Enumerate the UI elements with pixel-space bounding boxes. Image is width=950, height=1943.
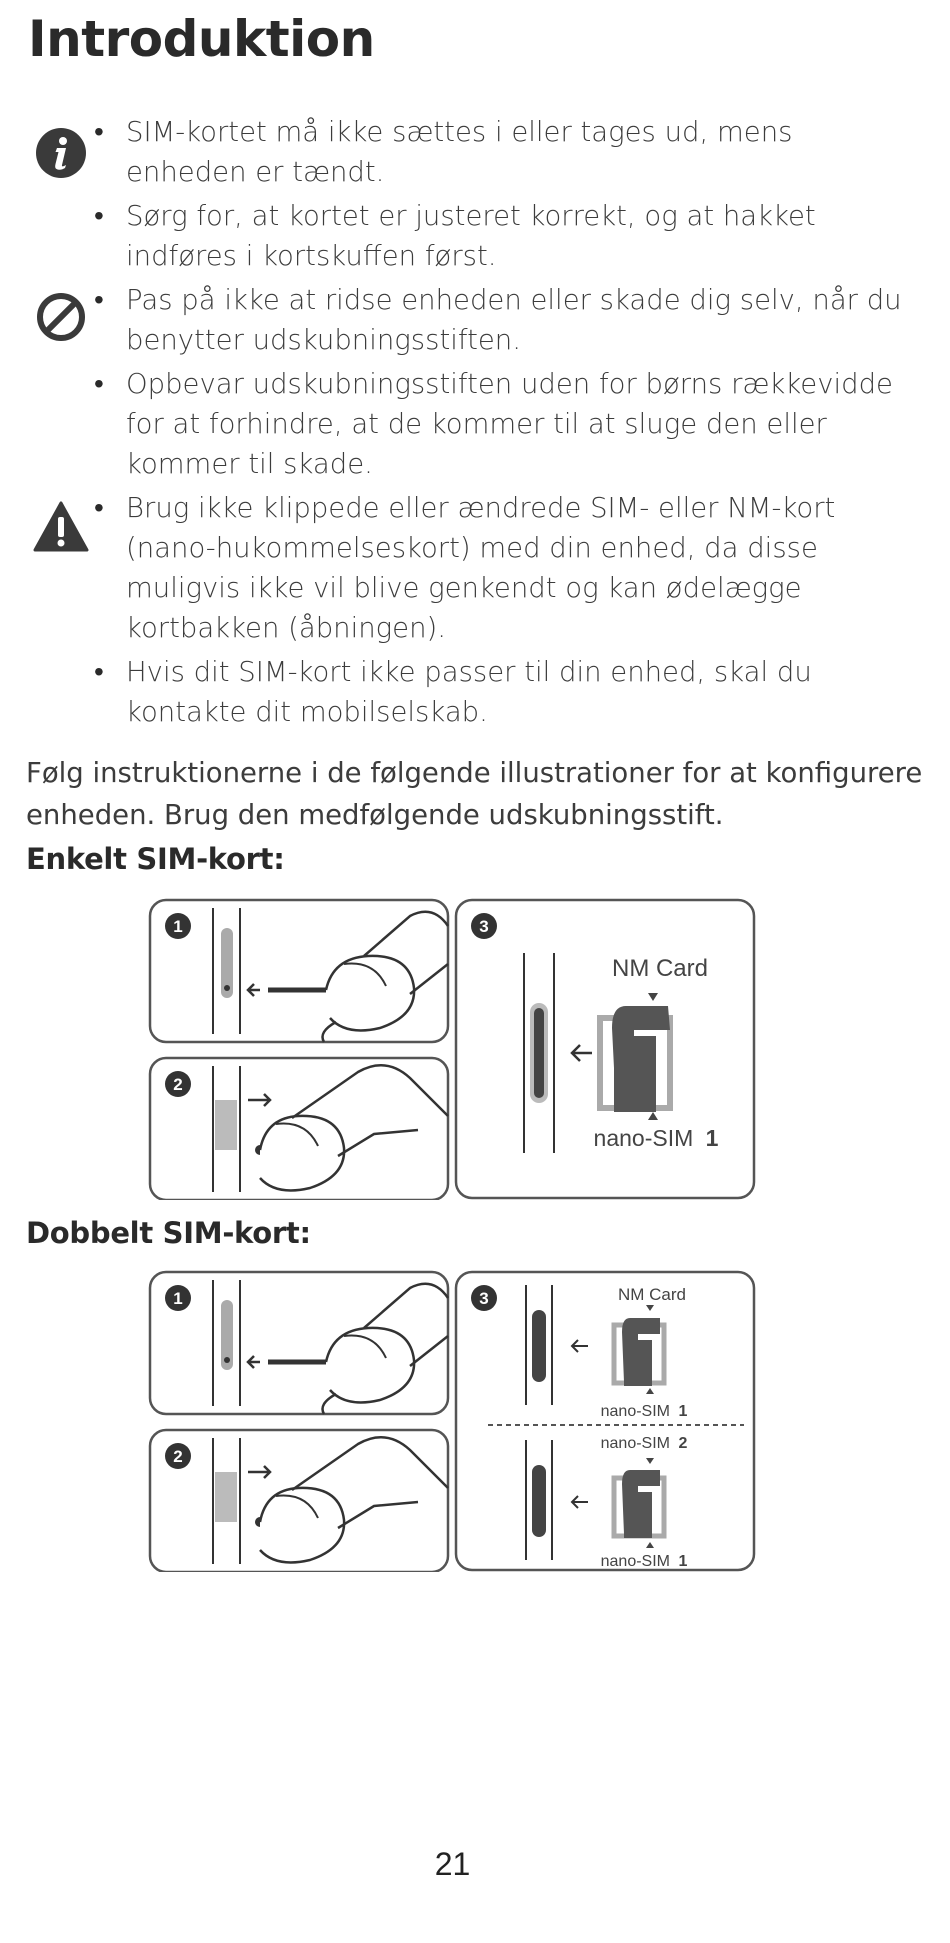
note-item: • Sørg for, at kortet er justeret korrekt, og at hakket indføres i kortskuffen først. [0,196,950,276]
step-number: 3 [479,1289,489,1308]
tray-top-number: 2 [678,1435,688,1452]
svg-text:nano-SIM 2 [601,1435,688,1452]
notes-list [0,112,950,736]
tray-bottom-number: 1 [678,1553,688,1570]
step-number: 3 [479,917,489,936]
nano-sim-number: 1 [705,1125,719,1151]
tray-bottom-label: nano-SIM [600,1403,671,1420]
svg-text:nano-SIM 1 [601,1403,688,1420]
note-group-warning [0,488,950,732]
step-number: 1 [173,1289,183,1308]
intro-paragraph: Følg instruktionerne i de følgende illustrationer for at konfigurere enheden. Brug den medfølgende udskubningsstift. [26,757,923,831]
tray-top-label: nano-SIM [600,1435,671,1452]
step-number: 2 [173,1447,183,1466]
step-number: 1 [173,917,183,936]
note-item: • SIM-kortet må ikke sættes i eller tages ud, mens enheden er tændt. [0,112,950,192]
step-panel-3 [456,1272,754,1570]
step-panel-1 [150,1272,448,1414]
step-panel-1 [150,900,448,1042]
note-group-prohibited [0,280,950,484]
page-title: Introduktion [28,10,375,68]
dual-sim-heading: Dobbelt SIM-kort: [26,1216,311,1250]
svg-text:nano-SIM 1 [601,1553,688,1570]
note-group-info [0,112,950,276]
tray-bottom-label: nano-SIM [600,1553,671,1570]
note-item: • Hvis dit SIM-kort ikke passer til din enhed, skal du kontakte dit mobilselskab. [0,652,950,732]
note-item: • Brug ikke klippede eller ændrede SIM- eller NM-kort (nano-hukommelseskort) med din enhed, da disse muligvis ikke vil blive genkendt og kan ødelægge kortbakken (åbningen). [0,488,950,648]
dual-sim-figure [148,1270,758,1572]
note-item: • Opbevar udskubningsstiften uden for børns rækkevidde for at forhindre, at de kommer til at sluge den eller kommer til skade. [0,364,950,484]
note-item: • Pas på ikke at ridse enheden eller skade dig selv, når du benytter udskubningsstiften. [0,280,950,360]
step-panel-3 [456,900,754,1198]
single-sim-heading: Enkelt SIM-kort: [26,842,285,876]
tray-top-label: NM Card [617,1285,687,1304]
step-number: 2 [173,1075,183,1094]
nm-card-label: NM Card [611,955,709,982]
page-number: 21 [434,1846,471,1882]
step-panel-2 [150,1058,448,1200]
step-panel-2 [150,1430,448,1572]
single-sim-figure [148,898,758,1200]
tray-bottom-number: 1 [678,1403,688,1420]
nano-sim-label: nano-SIM [593,1125,694,1151]
